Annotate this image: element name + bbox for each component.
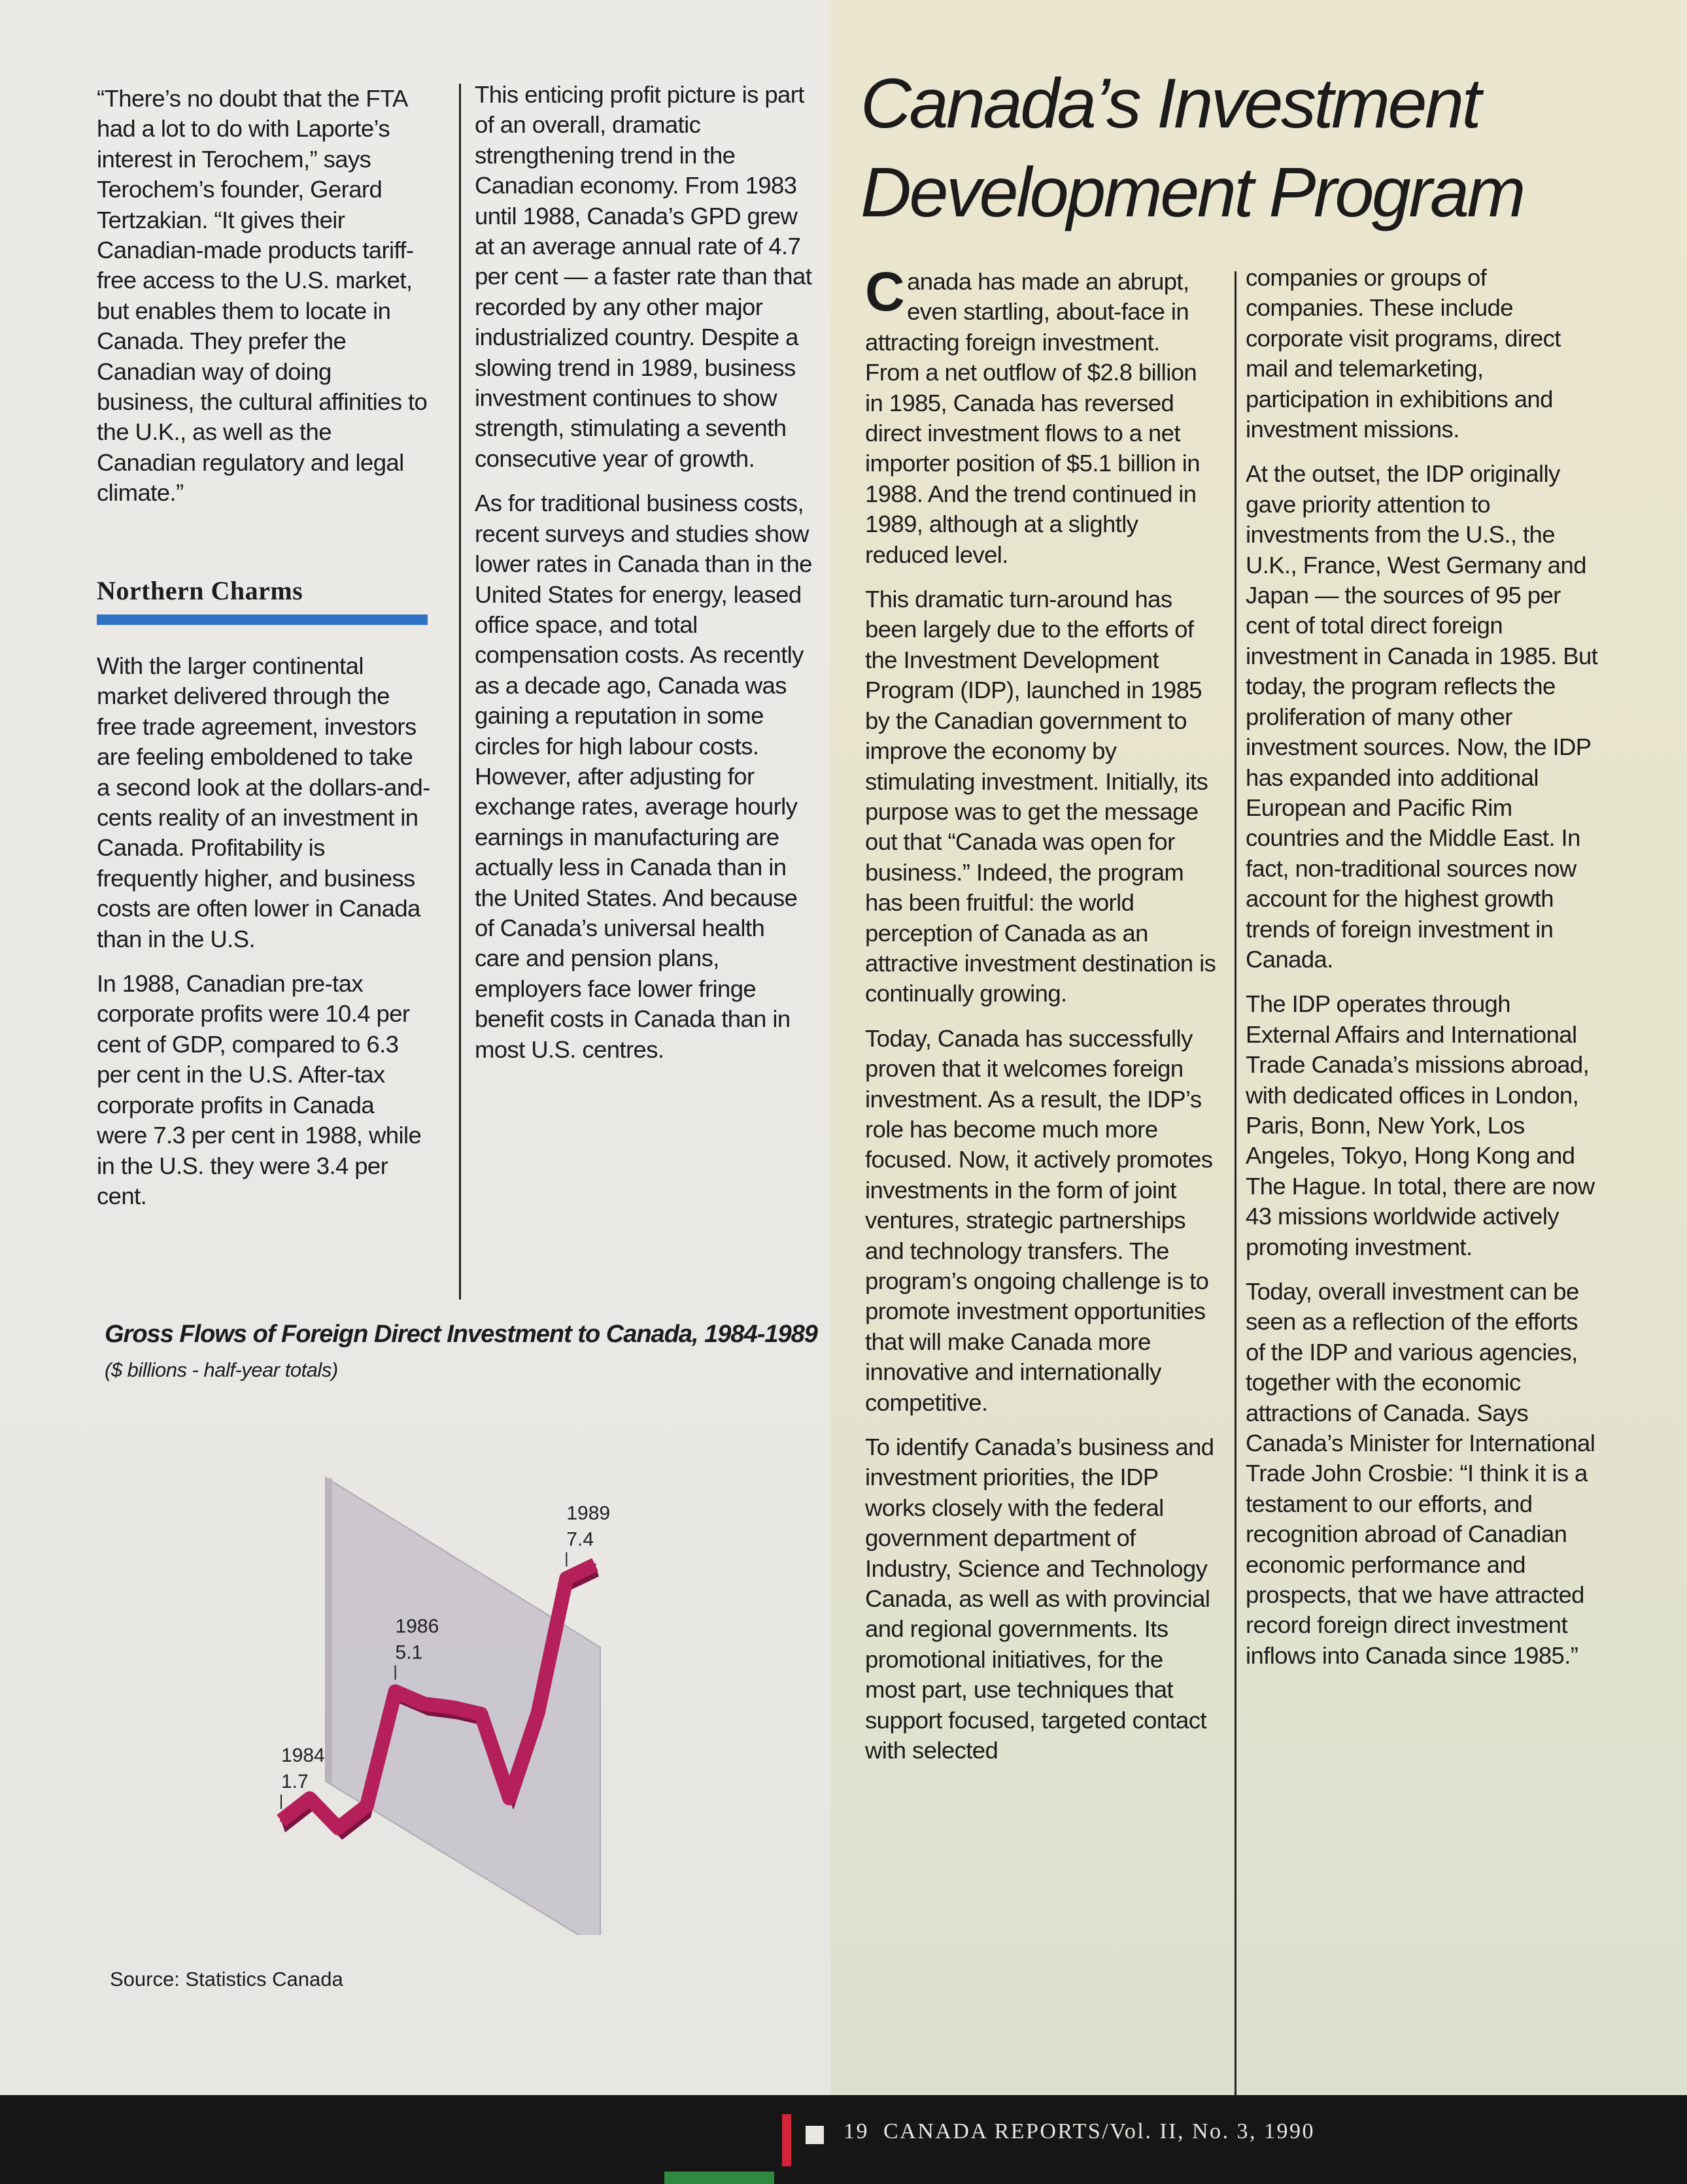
article-column-1 xyxy=(865,261,1216,1781)
article-headline: Canada’s Investment Development Program xyxy=(861,63,1524,231)
body-paragraph: The IDP operates through External Affairs and International Trade Canada’s missions abroad, with dedicated offices in London, Paris, Bonn, New York, Los Angeles, Tokyo, Hong Kong and The Hague. In total, there are now 43 missions worldwide actively promoting investment. xyxy=(1246,990,1595,1260)
publication-info: CANADA REPORTS/Vol. II, No. 3, 1990 xyxy=(883,2119,1316,2143)
body-paragraph: This enticing profit picture is part of an overall, dramatic strengthening trend in the Canadian economy. From 1983 until 1988, Canada’s GPD grew at an average annual rate of 4.7 per cent — a faster rate than that recorded by any other major industrialized country. Despite a slowing trend in 1989, business investment continues to show strength, stimulating a seventh consecutive year of growth. xyxy=(475,81,812,472)
body-paragraph: Today, overall investment can be seen as a reflection of the efforts of the IDP and various agencies, together with the economic attractions of Canada. Says Canada’s Minister for International Trade John Crosbie: “I think it is a testament to our efforts, and recognition abroad of Canadian economic performance and prospects, that we have attracted record foreign direct investment inflows into Canada since 1985.” xyxy=(1246,1278,1595,1669)
data-point xyxy=(422,1702,425,1705)
annotation-year: 1986 xyxy=(395,1615,439,1638)
chart-title: Gross Flows of Foreign Direct Investment to Canada, 1984-1989 xyxy=(105,1320,817,1348)
chart-subtitle: ($ billions - half-year totals) xyxy=(105,1358,338,1381)
annotation-value: 1.7 xyxy=(281,1771,309,1793)
annotation-value: 5.1 xyxy=(395,1641,423,1664)
data-point xyxy=(565,1577,568,1579)
annotation-year: 1984 xyxy=(281,1745,325,1767)
body-paragraph: Today, Canada has successfully proven that it welcomes foreign investment. As a result, the IDP’s role has become much more focused. Now, it actively promotes investments in the form of joint ventures, strategic partnerships and technology transfers. The program’s ongoing challenge is to promote investment opportunities that will make Canada more innovative and internationally competitive. xyxy=(865,1024,1213,1416)
left-column-continued xyxy=(97,651,430,1226)
data-point xyxy=(537,1711,539,1714)
body-paragraph: This dramatic turn-around has been largely due to the efforts of the Investment Development Program (IDP), launched in 1985 by the Canadian government to improve the economy by stimulating investment. Initially, its purpose was to get the message out that “Canada was open for business.” Indeed, the program has been fruitful: the world perception of Canada as an attractive investment destination is continually growing. xyxy=(865,586,1216,1007)
chart-source: Source: Statistics Canada xyxy=(110,1968,343,1991)
data-point xyxy=(337,1826,339,1829)
page-number: 19 xyxy=(844,2119,869,2143)
subhead-underline xyxy=(97,614,428,625)
footer-square-bullet xyxy=(806,2126,824,2144)
footer-green-tab xyxy=(664,2172,774,2184)
data-point xyxy=(479,1713,482,1715)
annotation-year: 1989 xyxy=(566,1502,611,1524)
body-paragraph: At the outset, the IDP originally gave priority attention to investments from the U.S., the U.K., France, West Germany and Japan — the sources of 95 per cent of total direct foreign investment in Canada in 1985. But today, the program reflects the proliferation of many other investment sources. Now, the IDP has expanded into additional European and Pacific Rim countries and the Middle East. In fact, non-traditional sources now account for the highest growth trends of foreign investment in Canada. xyxy=(1246,460,1598,973)
fdi-chart xyxy=(248,1451,641,1935)
body-paragraph: To identify Canada’s business and investment priorities, the IDP works closely with the federal government department of Industry, Science and Technology Canada, as well as with provincial and regional governments. Its promotional initiatives, for the most part, use techniques that support focused, targeted contact with selected xyxy=(865,1434,1214,1764)
drop-cap: C xyxy=(865,261,905,322)
middle-column xyxy=(475,80,815,1079)
quote-paragraph: “There’s no doubt that the FTA had a lot to do with Laporte’s interest in Terochem,” says Terochem’s founder, Gerard Tertzakian. “It gives their Canadian-made products tariff-free access to the U.S. market, but enables them to locate in Canada. They prefer the Canadian way of doing business, the cultural affinities to the U.K., as well as the Canadian regulatory and legal climate.” xyxy=(97,85,428,507)
data-point xyxy=(508,1797,511,1800)
data-point xyxy=(280,1819,282,1822)
subhead-northern-charms: Northern Charms xyxy=(97,576,303,605)
left-column xyxy=(97,84,430,523)
article-column-2 xyxy=(1246,263,1599,1685)
data-point xyxy=(309,1797,311,1800)
lead-paragraph: Canada has made an abrupt, even startling, about-face in attracting foreign investment. From a net outflow of $2.8 billion in 1985, Canada has reversed direct investment flows to a net importer position of $5.1 billion in 1988. And the trend continued in 1989, although at a slightly reduced level. xyxy=(865,261,1200,568)
data-point xyxy=(394,1690,397,1693)
data-point xyxy=(366,1804,368,1807)
body-paragraph: With the larger continental market delivered through the free trade agreement, investors are feeling emboldened to take a second look at the dollars-and-cents reality of an investment in Canada. Profitability is frequently higher, and business costs are often lower in Canada than in the U.S. xyxy=(97,652,430,952)
annotation-value: 7.4 xyxy=(566,1528,594,1551)
chart-backdrop-shadow xyxy=(326,1477,332,1783)
column-divider xyxy=(1235,271,1236,2095)
data-point xyxy=(451,1706,454,1709)
data-point xyxy=(594,1564,596,1566)
body-paragraph: As for traditional business costs, recent surveys and studies show lower rates in Canada than in the United States for energy, leased office space, and total compensation costs. As recently as a decade ago, Canada was gaining a reputation in some circles for high labour costs. However, after adjusting for exchange rates, average hourly earnings in manufacturing are actually less in Canada than in the United States. And because of Canada’s universal health care and pension plans, employers face lower fringe benefit costs in Canada than in most U.S. centres. xyxy=(475,490,812,1063)
body-paragraph: companies or groups of companies. These include corporate visit programs, direct mail and telemarketing, participation in exhibitions and investment missions. xyxy=(1246,264,1561,443)
column-divider xyxy=(459,84,461,1300)
footer-red-marker xyxy=(782,2114,791,2166)
body-paragraph: In 1988, Canadian pre-tax corporate profits were 10.4 per cent of GDP, compared to 6.3 per cent in the U.S. After-tax corporate profits in Canada were 7.3 per cent in 1988, while in the U.S. they were 3.4 per cent. xyxy=(97,970,422,1209)
footer-text xyxy=(844,2119,1315,2144)
